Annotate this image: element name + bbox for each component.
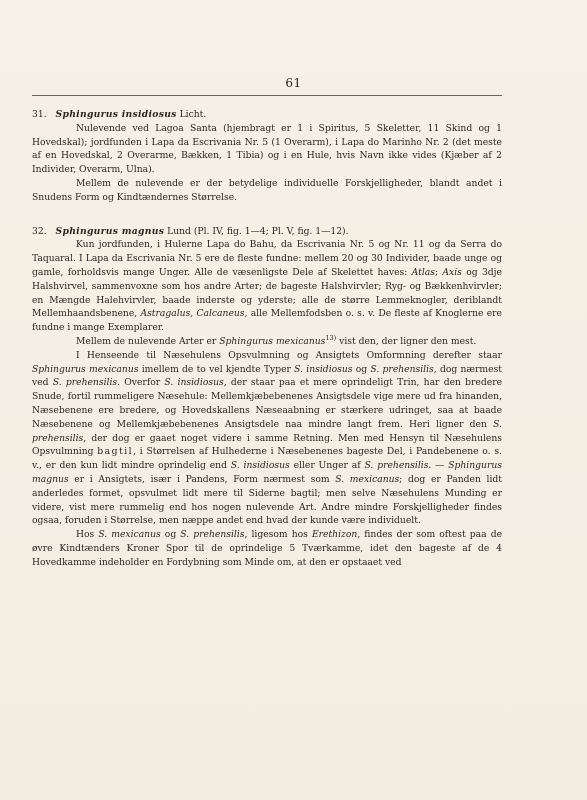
paragraph: Nulevende ved Lagoa Santa (hjembragt er 1 i Spiritus, 5 Skeletter, 11 Skind og 1 Hovedskal); jordfunden i Lapa da Escrivania Nr. 5 (1 Overarm), i Lapa do Marinho Nr. 2 (det meste af en Hovedskal, 2 Overarme, Bækken, 1 Tibia) og i en Hule, hvis Navn ikke vides (Kjæber af 2 Individer, Overarm, Ulna).: [32, 122, 502, 176]
paragraph: I Henseende til Næsehulens Opsvulmning og Ansigtets Omformning derefter staar Sphingurus mexicanus imellem de to vel kjendte Typer S. insidiosus og S. prehensilis, dog nærmest ved S. prehensilis. Overfor S. insidiosus, der staar paa et mere oprindeligt Trin, har den bredere Snude, fortil rummeligere Næsehule: Mellemkjæbebenenes Ansigtsdele vige mere ud fra hinanden, Næsebenene ere bredere, og Hovedskallens Næseaabning er stærkere udringet, saa at baade Næsebenene og Mellemkjæbebenenes Ansigtsdele naa mindre langt frem. Heri ligner den S. prehensilis, der dog er gaaet noget videre i samme Retning. Men med Hensyn til Næsehulens Opsvulmning bagtil, i Størrelsen af Hulhederne i Næsebenenes bageste Del, i Pandebenene o. s. v., er den kun lidt mindre oprindelig end S. insidiosus eller Unger af S. prehensilis. — Sphingurus magnus er i Ansigtets, især i Pandens, Form nærmest som S. mexicanus; dog er Panden lidt anderledes formet, opsvulmet lidt mere til Siderne bagtil; men selve Næsehulens Munding er videre, vist mere rummelig end hos nogen nulevende Art. Andre mindre Forskjelligheder findes ogsaa, foruden i Størrelse, men næppe andet end hvad der kunde være individuelt.: [32, 349, 503, 527]
section-gap: [32, 205, 502, 225]
paragraph: Mellem de nulevende Arter er Sphingurus mexicanus$^{13)}$ vist den, der ligner den mest.: [76, 333, 477, 347]
footnote-ref: 13): [325, 333, 337, 342]
paragraph: Kun jordfunden, i Hulerne Lapa do Bahu, da Escrivania Nr. 5 og Nr. 11 og da Serra do Taquaral. I Lapa da Escrivania Nr. 5 ere de fleste fundne: mellem 20 og 30 Individer, baade unge og gamle, forholdsvis mange Unger. Alle de væsenligste Dele af Skelettet haves: Atlas; Axis og 3dje Halshvirvel, sammenvoxne som hos andre Arter; de bageste Halshvirvler; Ryg- og Bækkenhvirvler; en Mængde Halehvirvler, baade inderste og yderste; alle de større Lemmeknogler, deriblandt Mellemhaandsbenene, Astragalus, Calcaneus, alle Mellemfodsben o. s. v. De fleste af Knoglerne ere fundne i mange Exemplarer.: [32, 239, 502, 334]
section-number: 32.: [32, 225, 47, 237]
section-number: 31.: [32, 109, 47, 120]
taxon-name: Sphingurus insidiosus: [55, 109, 177, 120]
section-heading-32: [32, 225, 502, 239]
header-rule: [32, 95, 502, 96]
paragraph: Hos S. mexicanus og S. prehensilis, ligesom hos Erethizon, findes der som oftest paa de øvre Kindtænders Kroner Spor til de oprindelige 5 Tværkamme, idet den bageste af de 4 Hovedkamme indeholder en Fordybning som Minde om, at den er opstaaet ved: [32, 529, 503, 568]
taxon-author: Licht.: [179, 109, 207, 120]
page-number: 61: [285, 76, 302, 90]
taxon-name: Sphingurus magnus: [55, 225, 165, 237]
paragraph: Mellem de nulevende er der betydelige individuelle Forskjelligheder, blandt andet i Snudens Form og Kindtændernes Størrelse.: [32, 177, 502, 203]
taxon-author: Lund (Pl. IV, fig. 1—4; Pl. V, fig. 1—12).: [167, 225, 349, 237]
page-content: [32, 108, 502, 570]
section-heading-31: [32, 108, 502, 122]
